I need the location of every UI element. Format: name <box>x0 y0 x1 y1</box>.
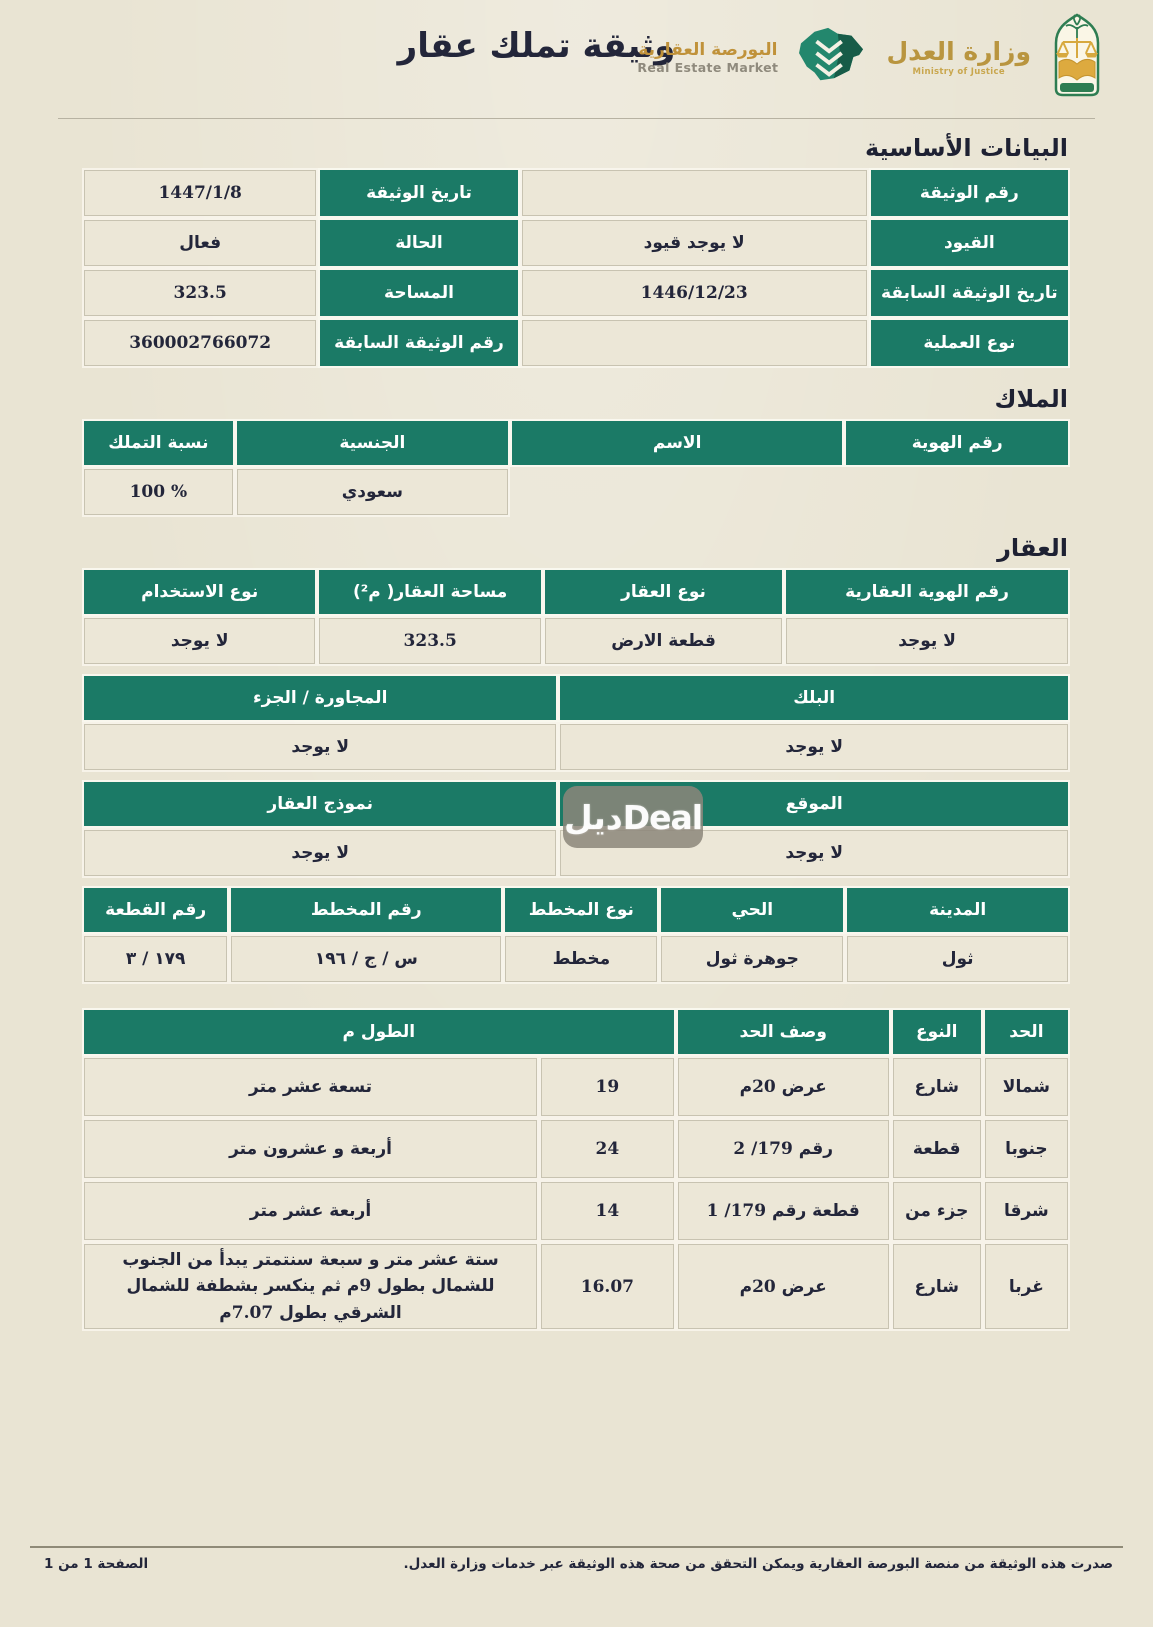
boundary-length-text: أربعة و عشرون متر <box>84 1120 537 1178</box>
moj-emblem-icon <box>1047 12 1107 104</box>
boundary-side: غربا <box>985 1244 1068 1329</box>
prev-doc-date-value: 1446/12/23 <box>522 270 867 316</box>
boundary-type: شارع <box>893 1244 981 1329</box>
boundary-row-south <box>84 1120 1068 1178</box>
property-model-value: لا يوجد <box>84 830 556 876</box>
header-logos <box>637 12 1107 104</box>
section-heading-basic-data: البيانات الأساسية <box>864 133 1068 162</box>
ministry-of-justice-wordmark <box>886 38 1031 79</box>
block-header: البلك <box>560 676 1068 720</box>
table-row <box>84 469 1068 515</box>
property-usage-value: لا يوجد <box>84 618 315 664</box>
deal-watermark-text: ديلDeal <box>563 797 703 837</box>
operation-type-label: نوع العملية <box>871 320 1068 366</box>
city-header: المدينة <box>847 888 1068 932</box>
owner-id-value <box>846 469 1068 515</box>
adjacent-part-value: لا يوجد <box>84 724 556 770</box>
table-row <box>84 618 1068 664</box>
property-main-table <box>80 566 1072 668</box>
header-divider <box>58 118 1095 119</box>
area-value: 323.5 <box>84 270 316 316</box>
table-header-row <box>84 676 1068 720</box>
plot-number-value: ١٧٩ / ٣ <box>84 936 227 982</box>
district-header: الحي <box>661 888 843 932</box>
operation-type-value <box>522 320 867 366</box>
footer-divider <box>30 1546 1123 1548</box>
page-title: وثيقة تملك عقار <box>397 26 676 66</box>
plan-number-header: رقم المخطط <box>231 888 501 932</box>
doc-date-label: تاريخ الوثيقة <box>320 170 517 216</box>
owner-id-header: رقم الهوية <box>846 421 1068 465</box>
plan-type-header: نوع المخطط <box>505 888 657 932</box>
adjacent-part-header: المجاورة / الجزء <box>84 676 556 720</box>
table-row <box>84 936 1068 982</box>
property-block-table <box>80 672 1072 774</box>
property-usage-header: نوع الاستخدام <box>84 570 315 614</box>
boundary-type-header: النوع <box>893 1010 981 1054</box>
boundary-row-north <box>84 1058 1068 1116</box>
owner-nationality-value: سعودي <box>237 469 508 515</box>
property-area-value: 323.5 <box>319 618 541 664</box>
boundary-length-text: تسعة عشر متر <box>84 1058 537 1116</box>
boundary-side: جنوبا <box>985 1120 1068 1178</box>
boundary-row-east <box>84 1182 1068 1240</box>
prev-doc-date-label: تاريخ الوثيقة السابقة <box>871 270 1068 316</box>
document-header <box>0 0 1153 118</box>
table-row <box>84 170 1068 216</box>
location-value: لا يوجد <box>560 830 1068 876</box>
rem-arabic-label: البورصة العقارية <box>638 40 778 61</box>
boundary-desc: قطعة رقم 179/ 1 <box>678 1182 889 1240</box>
block-value: لا يوجد <box>560 724 1068 770</box>
owners-table <box>80 417 1072 519</box>
plot-number-header: رقم القطعة <box>84 888 227 932</box>
section-heading-owners: الملاك <box>994 384 1068 413</box>
property-plan-table <box>80 884 1072 986</box>
prev-doc-number-value: 360002766072 <box>84 320 316 366</box>
area-label: المساحة <box>320 270 517 316</box>
boundary-type: شارع <box>893 1058 981 1116</box>
section-heading-property: العقار <box>997 533 1068 562</box>
district-value: جوهرة ثول <box>661 936 843 982</box>
boundary-desc: عرض 20م <box>678 1244 889 1329</box>
boundary-row-west <box>84 1244 1068 1329</box>
doc-date-value: 1447/1/8 <box>84 170 316 216</box>
footer-note: صدرت هذه الوثيقة من منصة البورصة العقارية ويمكن التحقق من صحة هذه الوثيقة عبر خدمات وزارة العدل. <box>403 1556 1113 1572</box>
boundary-desc: عرض 20م <box>678 1058 889 1116</box>
boundary-desc: رقم 179/ 2 <box>678 1120 889 1178</box>
property-type-header: نوع العقار <box>545 570 782 614</box>
boundary-length-text: ستة عشر متر و سبعة سنتمتر يبدأ من الجنوب للشمال بطول 9م ثم ينكسر بشطفة للشمال الشرقي بطول 7.07م <box>84 1244 537 1329</box>
boundary-type: جزء من <box>893 1182 981 1240</box>
boundary-length: 24 <box>541 1120 674 1178</box>
footer-page-number: الصفحة 1 من 1 <box>44 1556 149 1572</box>
owner-share-header: نسبة التملك <box>84 421 233 465</box>
property-model-header: نموذج العقار <box>84 782 556 826</box>
owner-share-value: % 100 <box>84 469 233 515</box>
property-id-header: رقم الهوية العقارية <box>786 570 1068 614</box>
boundary-type: قطعة <box>893 1120 981 1178</box>
city-value: ثول <box>847 936 1068 982</box>
table-row <box>84 320 1068 366</box>
moj-arabic-calligraphy: وزارة العدل <box>886 36 1031 66</box>
rem-english-label: Real Estate Market <box>637 59 779 75</box>
table-header-row <box>84 1010 1068 1054</box>
prev-doc-number-label: رقم الوثيقة السابقة <box>320 320 517 366</box>
boundary-length: 14 <box>541 1182 674 1240</box>
table-header-row <box>84 570 1068 614</box>
deal-watermark <box>563 786 703 848</box>
owner-name-value <box>512 469 842 515</box>
table-row <box>84 270 1068 316</box>
owner-nationality-header: الجنسية <box>237 421 508 465</box>
status-label: الحالة <box>320 220 517 266</box>
restrictions-label: القيود <box>871 220 1068 266</box>
moj-english-label: Ministry of Justice <box>912 67 1005 78</box>
boundary-length: 19 <box>541 1058 674 1116</box>
table-header-row <box>84 888 1068 932</box>
real-estate-market-wordmark <box>637 41 778 75</box>
plan-number-value: س / ج / ١٩٦ <box>231 936 501 982</box>
table-row <box>84 220 1068 266</box>
restrictions-value: لا يوجد قيود <box>522 220 867 266</box>
boundary-length: 16.07 <box>541 1244 674 1329</box>
plan-type-value: مخطط <box>505 936 657 982</box>
table-header-row <box>84 421 1068 465</box>
boundary-length-text: أربعة عشر متر <box>84 1182 537 1240</box>
boundaries-table <box>80 1006 1072 1333</box>
boundary-desc-header: وصف الحد <box>678 1010 889 1054</box>
property-area-header: مساحة العقار( م²) <box>319 570 541 614</box>
doc-number-value <box>522 170 867 216</box>
status-value: فعال <box>84 220 316 266</box>
boundary-side: شمالا <box>985 1058 1068 1116</box>
boundary-side: شرقا <box>985 1182 1068 1240</box>
property-id-value: لا يوجد <box>786 618 1068 664</box>
property-type-value: قطعة الارض <box>545 618 782 664</box>
boundary-length-header: الطول م <box>84 1010 674 1054</box>
basic-data-table <box>80 166 1072 370</box>
doc-number-label: رقم الوثيقة <box>871 170 1068 216</box>
saudi-map-icon <box>794 24 870 92</box>
table-row <box>84 724 1068 770</box>
owner-name-header: الاسم <box>512 421 842 465</box>
boundary-side-header: الحد <box>985 1010 1068 1054</box>
location-header: الموقع <box>560 782 1068 826</box>
